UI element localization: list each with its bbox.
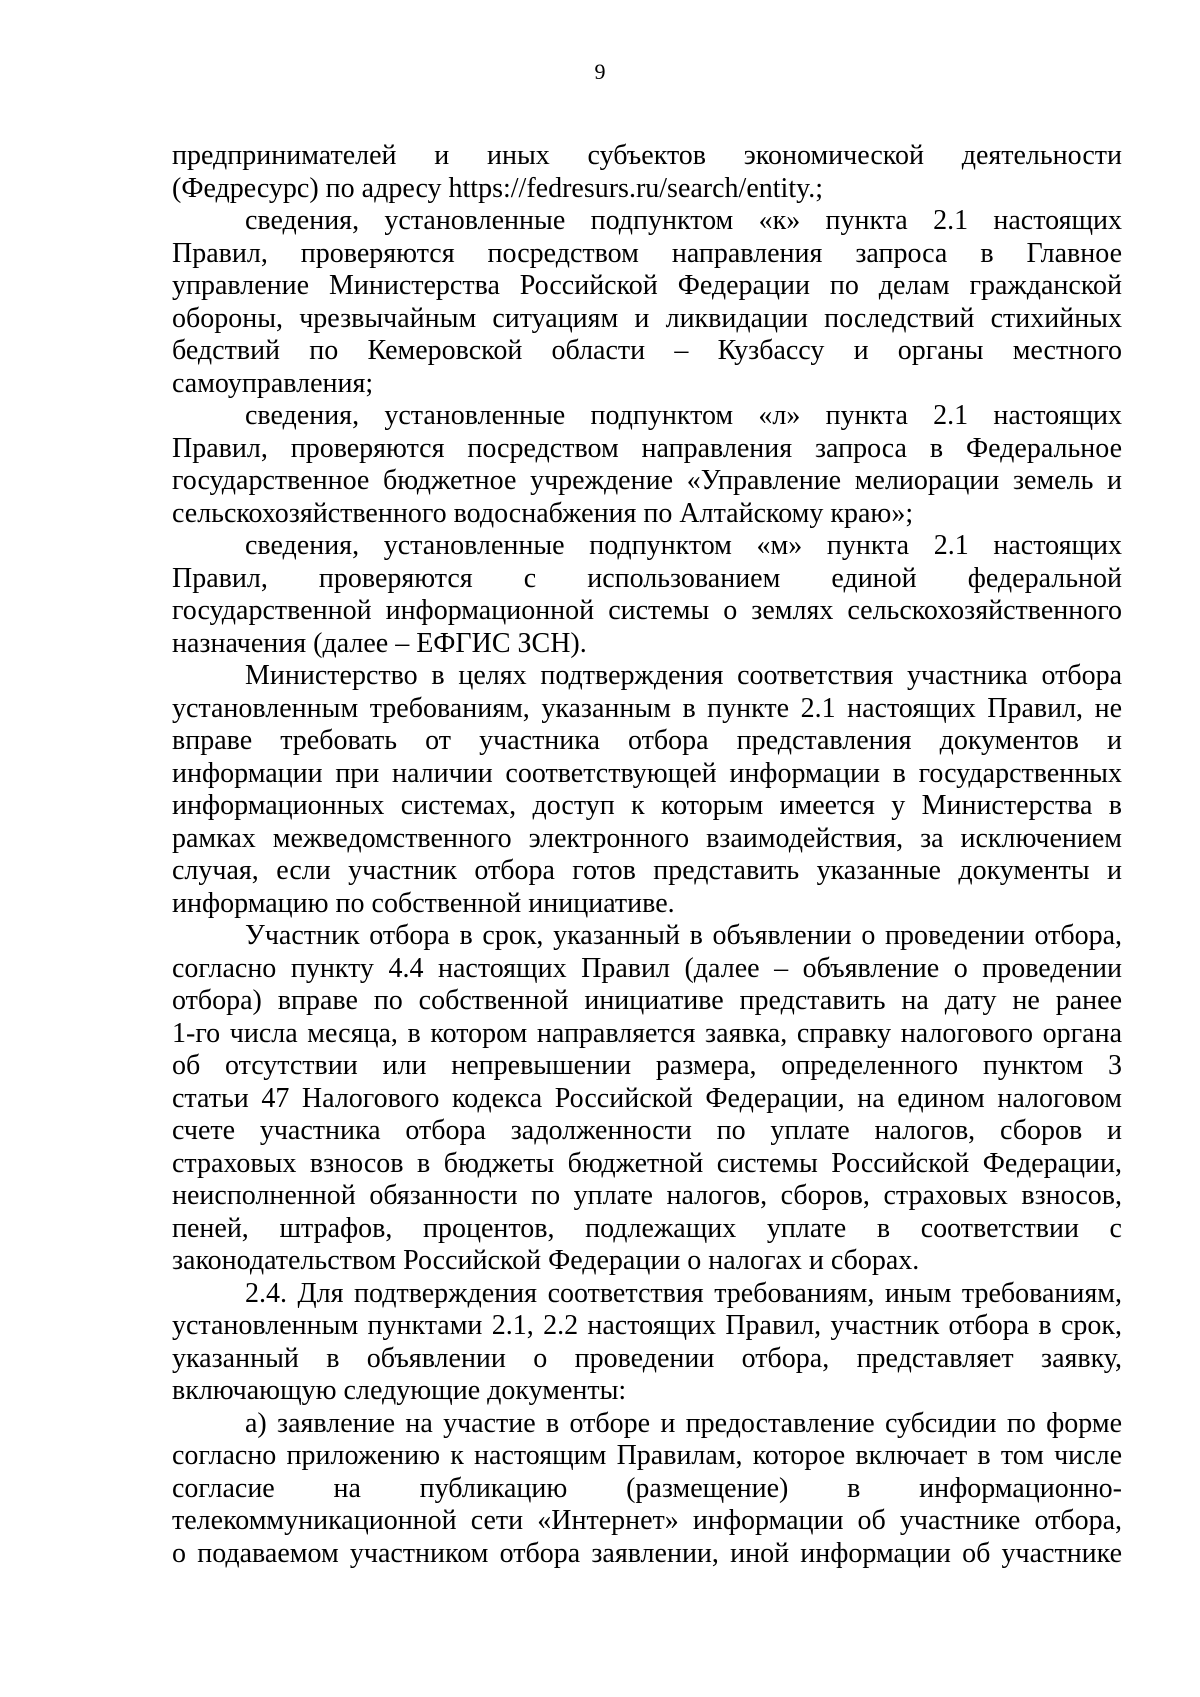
text-line: сведения, установленные подпунктом «к» пункта 2.1 настоящих (245, 205, 1122, 236)
text-line: счете участника отбора задолженности по уплате налогов, сборов и (172, 1115, 1122, 1146)
text-line: согласно пункту 4.4 настоящих Правил (далее – объявление о проведении (172, 952, 1122, 984)
text-line: предпринимателей и иных субъектов экономической деятельности (172, 140, 1122, 171)
text-line: Участник отбора в срок, указанный в объявлении о проведении отбора, (245, 920, 1122, 951)
text-line: установленным пунктами 2.1, 2.2 настоящих Правил, участник отбора в срок, (172, 1310, 1122, 1341)
text-line: пеней, штрафов, процентов, подлежащих уплате в соответствии с (172, 1212, 1122, 1244)
text-line: самоуправления; (172, 367, 374, 399)
text-line: согласие на публикацию (размещение) в информационно- (172, 1472, 1122, 1504)
text-line: статьи 47 Налогового кодекса Российской Федерации, на едином налоговом (172, 1082, 1122, 1114)
text-line: неисполненной обязанности по уплате налогов, сборов, страховых взносов, (172, 1180, 1122, 1211)
text-line: указанный в объявлении о проведении отбора, представляет заявку, (172, 1342, 1122, 1374)
text-line: включающую следующие документы: (172, 1375, 627, 1406)
text-line: управление Министерства Российской Федерации по делам гражданской (172, 270, 1122, 301)
page-number: 9 (594, 59, 606, 84)
text-line: вправе требовать от участника отбора представления документов и (172, 725, 1122, 756)
text-line: установленным требованиям, указанным в пункте 2.1 настоящих Правил, не (172, 692, 1122, 724)
text-line: а) заявление на участие в отборе и предоставление субсидии по форме (245, 1407, 1122, 1439)
text-line: назначения (далее – ЕФГИС ЗСН). (172, 627, 587, 659)
text-line: телекоммуникационной сети «Интернет» информации об участнике отбора, (172, 1505, 1122, 1536)
text-line: Министерство в целях подтверждения соответствия участника отбора (245, 660, 1122, 691)
text-line: случая, если участник отбора готов представить указанные документы и (172, 855, 1122, 886)
text-line: согласно приложению к настоящим Правилам, которое включает в том числе (172, 1440, 1122, 1471)
text-line: сведения, установленные подпунктом «м» пункта 2.1 настоящих (245, 530, 1122, 561)
text-line: страховых взносов в бюджеты бюджетной системы Российской Федерации, (172, 1147, 1122, 1179)
text-line: Правил, проверяются посредством направления запроса в Федеральное (172, 432, 1122, 464)
text-line: информационных системах, доступ к которым имеется у Министерства в (172, 790, 1122, 821)
text-line: об отсутствии или непревышении размера, определенного пунктом 3 (172, 1050, 1122, 1081)
text-line: государственное бюджетное учреждение «Управление мелиорации земель и (172, 465, 1122, 496)
text-line: сведения, установленные подпунктом «л» пункта 2.1 настоящих (245, 400, 1122, 431)
text-line: бедствий по Кемеровской области – Кузбассу и органы местного (172, 335, 1122, 366)
text-line: отбора) вправе по собственной инициативе представить на дату не ранее (172, 985, 1122, 1016)
text-line: (Федресурс) по адресу https://fedresurs.ru/search/entity.; (172, 172, 824, 204)
text-line: государственной информационной системы о землях сельскохозяйственного (172, 595, 1122, 626)
text-line: информации при наличии соответствующей информации в государственных (172, 757, 1122, 789)
text-line: 1-го числа месяца, в котором направляется заявка, справку налогового органа (172, 1017, 1122, 1049)
text-line: обороны, чрезвычайным ситуациям и ликвидации последствий стихийных (172, 302, 1122, 334)
text-line: рамках межведомственного электронного взаимодействия, за исключением (172, 822, 1122, 854)
text-line: Правил, проверяются с использованием единой федеральной (172, 562, 1122, 594)
document-body (172, 140, 1122, 1570)
text-line: Правил, проверяются посредством направления запроса в Главное (172, 237, 1122, 269)
text-line: 2.4. Для подтверждения соответствия требованиям, иным требованиям, (245, 1277, 1122, 1309)
text-line: законодательством Российской Федерации о налогах и сборах. (172, 1245, 920, 1276)
text-line: информацию по собственной инициативе. (172, 887, 675, 919)
text-line: сельскохозяйственного водоснабжения по Алтайскому краю»; (172, 497, 914, 529)
text-line: о подаваемом участником отбора заявлении, иной информации об участнике (172, 1537, 1122, 1569)
